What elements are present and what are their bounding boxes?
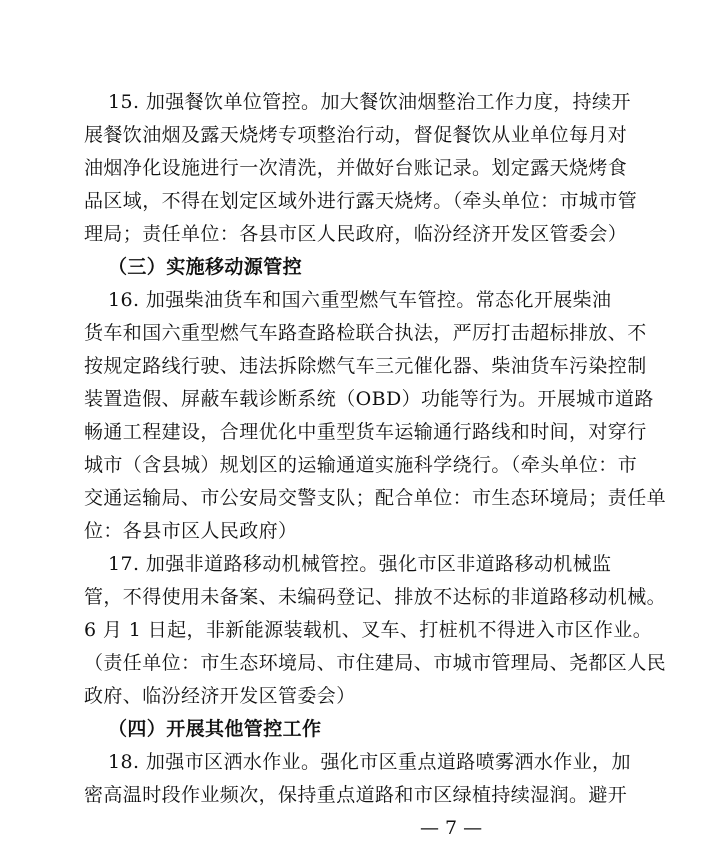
paragraph-16-line-2: 货车和国六重型燃气车路查路检联合执法，严厉打击超标排放、不 [84,322,647,344]
section-heading-3: （三）实施移动源管控 [108,256,303,278]
paragraph-15-line-3: 油烟净化设施进行一次清洗，并做好台账记录。划定露天烧烤食 [84,157,628,179]
paragraph-15-line-1: 15. 加强餐饮单位管控。加大餐饮油烟整治工作力度，持续开 [108,91,631,113]
paragraph-17-line-3: 6 月 1 日起，非新能源装载机、叉车、打桩机不得进入市区作业。 [84,619,653,641]
paragraph-17-line-1: 17. 加强非道路移动机械管控。强化市区非道路移动机械监 [108,553,612,575]
paragraph-16-line-8: 位：各县市区人民政府） [84,520,298,542]
paragraph-16-line-6: 城市（含县城）规划区的运输通道实施科学绕行。（牵头单位：市 [84,454,638,476]
paragraph-16-line-5: 畅通工程建设，合理优化中重型货车运输通行路线和时间，对穿行 [84,421,647,443]
paragraph-15-line-5: 理局；责任单位：各县市区人民政府，临汾经济开发区管委会） [84,223,628,245]
paragraph-18-line-2: 密高温时段作业频次，保持重点道路和市区绿植持续湿润。避开 [84,784,628,806]
paragraph-17-line-4: （责任单位：市生态环境局、市住建局、市城市管理局、尧都区人民 [84,652,667,674]
paragraph-17-line-2: 管，不得使用未备案、未编码登记、排放不达标的非道路移动机械。 [84,586,667,608]
paragraph-17-line-5: 政府、临汾经济开发区管委会） [84,685,356,707]
paragraph-16-line-1: 16. 加强柴油货车和国六重型燃气车管控。常态化开展柴油 [108,289,612,311]
paragraph-16-line-7: 交通运输局、市公安局交警支队；配合单位：市生态环境局；责任单 [84,487,667,509]
paragraph-15-line-2: 展餐饮油烟及露天烧烤专项整治行动，督促餐饮从业单位每月对 [84,124,628,146]
paragraph-16-line-4: 装置造假、屏蔽车载诊断系统（OBD）功能等行为。开展城市道路 [84,388,654,410]
section-heading-4: （四）开展其他管控工作 [108,718,322,740]
paragraph-18-line-1: 18. 加强市区洒水作业。强化市区重点道路喷雾洒水作业，加 [108,751,631,773]
paragraph-15-line-4: 品区域，不得在划定区域外进行露天烧烤。（牵头单位：市城市管 [84,190,638,212]
paragraph-16-line-3: 按规定路线行驶、违法拆除燃气车三元催化器、柴油货车污染控制 [84,355,647,377]
page-number: — 7 — [420,817,483,839]
